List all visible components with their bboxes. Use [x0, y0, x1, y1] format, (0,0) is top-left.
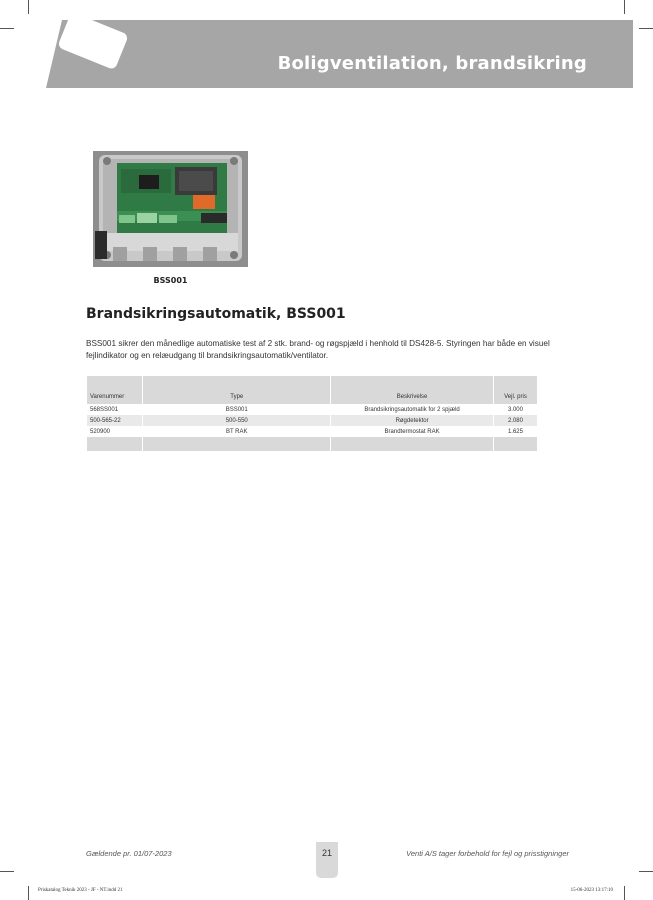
header-varenummer: Varenummer [87, 376, 142, 404]
print-slug-file: Priskatalog Teknik 2023 - JF - NT.indd 21 [38, 888, 123, 893]
header-pris: Vejl. pris [494, 376, 537, 404]
footer-validity: Gældende pr. 01/07-2023 [86, 849, 172, 858]
header-type: Type [143, 376, 330, 404]
cell-type: 500-550 [143, 415, 330, 426]
cell-type: BT RAK [225, 428, 248, 435]
cell-type: BSS001 [225, 406, 248, 413]
crop-mark [0, 28, 14, 29]
section-description: BSS001 sikrer den månedlige automatiske test af 2 stk. brand- og røgspjæld i henhold til DS428-5. Styringen har både en visuel fejlindikator og en relæudgang til brandsikringsautomatik/ventilator. [86, 339, 550, 360]
cell-varenummer: 500-565-22 [87, 415, 142, 426]
cell-empty [494, 437, 537, 451]
cell-varenummer: 520900 [90, 428, 111, 435]
crop-mark [624, 0, 625, 14]
cell-beskrivelse: Brandtermostat RAK [384, 428, 440, 435]
photo-caption: BSS001 [153, 276, 188, 285]
footer-disclaimer: Venti A/S tager forbehold for fejl og prisstigninger [406, 849, 569, 858]
page-title: Boligventilation, brandsikring [277, 53, 587, 74]
crop-mark [28, 886, 29, 900]
product-photo [93, 151, 248, 267]
cell-pris: 3.000 [507, 406, 523, 413]
table-row [87, 426, 537, 437]
cell-beskrivelse: Røgdetektor [331, 415, 493, 426]
crop-mark [0, 871, 14, 872]
table-row [87, 415, 537, 426]
cell-empty [331, 437, 493, 451]
section-title: Brandsikringsautomatik, BSS001 [86, 306, 346, 322]
product-table [86, 376, 538, 451]
crop-mark [639, 28, 653, 29]
table-header-row [87, 376, 537, 404]
crop-mark [624, 886, 625, 900]
cell-pris: 1.625 [507, 428, 523, 435]
cell-empty [143, 437, 330, 451]
table-row [87, 404, 537, 415]
cell-beskrivelse: Brandsikringsautomatik for 2 spjæld [364, 406, 460, 413]
cell-varenummer: 568SS001 [90, 406, 119, 413]
page-number: 21 [321, 848, 332, 858]
print-slug-date: 15-06-2023 13:17:10 [570, 888, 613, 893]
header-beskrivelse: Beskrivelse [331, 376, 493, 404]
cell-pris: 2.080 [494, 415, 537, 426]
cell-empty [87, 437, 142, 451]
table-row-empty [87, 437, 537, 451]
crop-mark [28, 0, 29, 14]
crop-mark [639, 871, 653, 872]
